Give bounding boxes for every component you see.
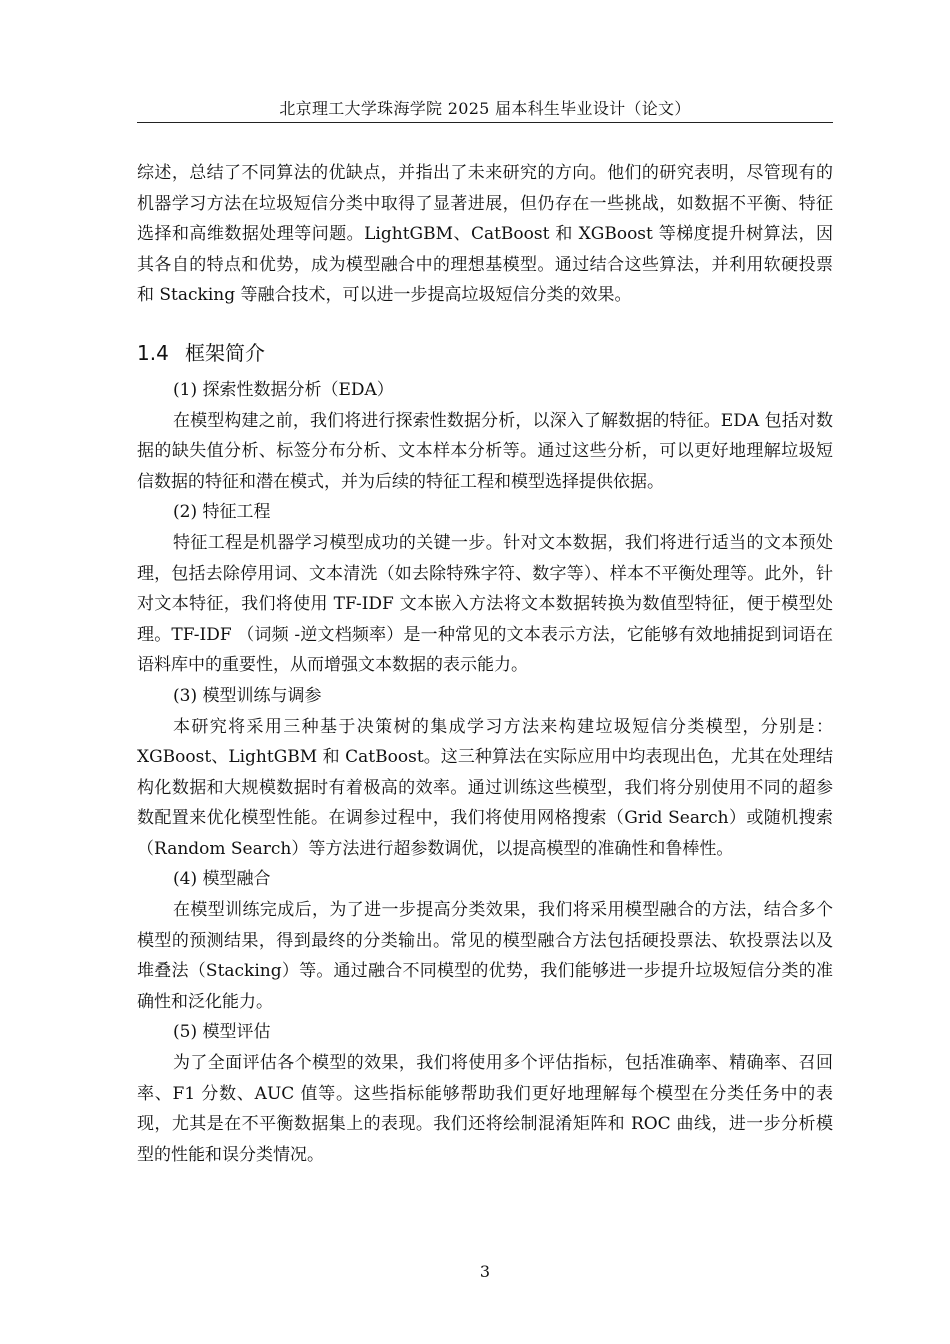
subsection-heading: (4) 模型融合 — [173, 869, 271, 890]
intro-paragraph: 综述，总结了不同算法的优缺点，并指出了未来研究的方向。他们的研究表明，尽管现有的机器学习方法在垃圾短信分类中取得了显著进展，但仍存在一些挑战，如数据不平衡、特征选择和高维数据处理等问题。LightGBM、CatBoost 和 XGBoost 等梯度提升树算法，因其各自的特点和优势，成为模型融合中的理想基模型。通过结合这些算法，并利用软硬投票和 Stacking 等融合技术，可以进一步提高垃圾短信分类的效果。 — [137, 163, 833, 306]
subsection-body: 本研究将采用三种基于决策树的集成学习方法来构建垃圾短信分类模型，分别是：XGBoost、LightGBM 和 CatBoost。这三种算法在实际应用中均表现出色，尤其在处理结构化数据和大规模数据时有着极高的效率。通过训练这些模型，我们将分别使用不同的超参数配置来优化模型性能。在调参过程中，我们将使用网格搜索（Grid Search）或随机搜索（Random Search）等方法进行超参数调优，以提高模型的准确性和鲁棒性。 — [137, 716, 833, 859]
header-divider — [137, 122, 833, 123]
subsection-body: 为了全面评估各个模型的效果，我们将使用多个评估指标，包括准确率、精确率、召回率、F1 分数、AUC 值等。这些指标能够帮助我们更好地理解每个模型在分类任务中的表现，尤其是在不平衡数据集上的表现。我们还将绘制混淆矩阵和 ROC 曲线，进一步分析模型的性能和误分类情况。 — [137, 1053, 833, 1165]
subsection-heading: (1) 探索性数据分析（EDA） — [173, 379, 394, 400]
subsection-body: 在模型训练完成后，为了进一步提高分类效果，我们将采用模型融合的方法，结合多个模型的预测结果，得到最终的分类输出。常见的模型融合方法包括硬投票法、软投票法以及堆叠法（Stacking）等。通过融合不同模型的优势，我们能够进一步提升垃圾短信分类的准确性和泛化能力。 — [137, 900, 833, 1012]
section-number: 1.4 — [137, 340, 169, 365]
section-heading — [137, 337, 833, 369]
subsection-model-evaluation — [137, 1017, 833, 1170]
subsection-model-fusion — [137, 864, 833, 1017]
subsection-feature-engineering — [137, 497, 833, 681]
subsection-heading: (5) 模型评估 — [173, 1022, 271, 1043]
subsection-heading: (2) 特征工程 — [173, 502, 271, 523]
subsection-body: 在模型构建之前，我们将进行探索性数据分析，以深入了解数据的特征。EDA 包括对数据的缺失值分析、标签分布分析、文本样本分析等。通过这些分析，可以更好地理解垃圾短信数据的特征和潜在模式，并为后续的特征工程和模型选择提供依据。 — [137, 410, 833, 492]
subsection-body: 特征工程是机器学习模型成功的关键一步。针对文本数据，我们将进行适当的文本预处理，包括去除停用词、文本清洗（如去除特殊字符、数字等）、样本不平衡处理等。此外，针对文本特征，我们将使用 TF-IDF 文本嵌入方法将文本数据转换为数值型特征，便于模型处理。TF-IDF （词频 -逆文档频率）是一种常见的文本表示方法，它能够有效地捕捉到词语在语料库中的重要性，从而增强文本数据的表示能力。 — [137, 532, 833, 676]
page-content — [137, 158, 833, 1170]
subsection-model-training — [137, 681, 833, 865]
document-page — [137, 0, 833, 1344]
page-number: 3 — [479, 1262, 491, 1281]
subsection-heading: (3) 模型训练与调参 — [173, 685, 322, 706]
running-header: 北京理工大学珠海学院 2025 届本科生毕业设计（论文） — [279, 99, 691, 118]
subsection-eda — [137, 375, 833, 497]
section-title: 框架简介 — [185, 340, 265, 365]
